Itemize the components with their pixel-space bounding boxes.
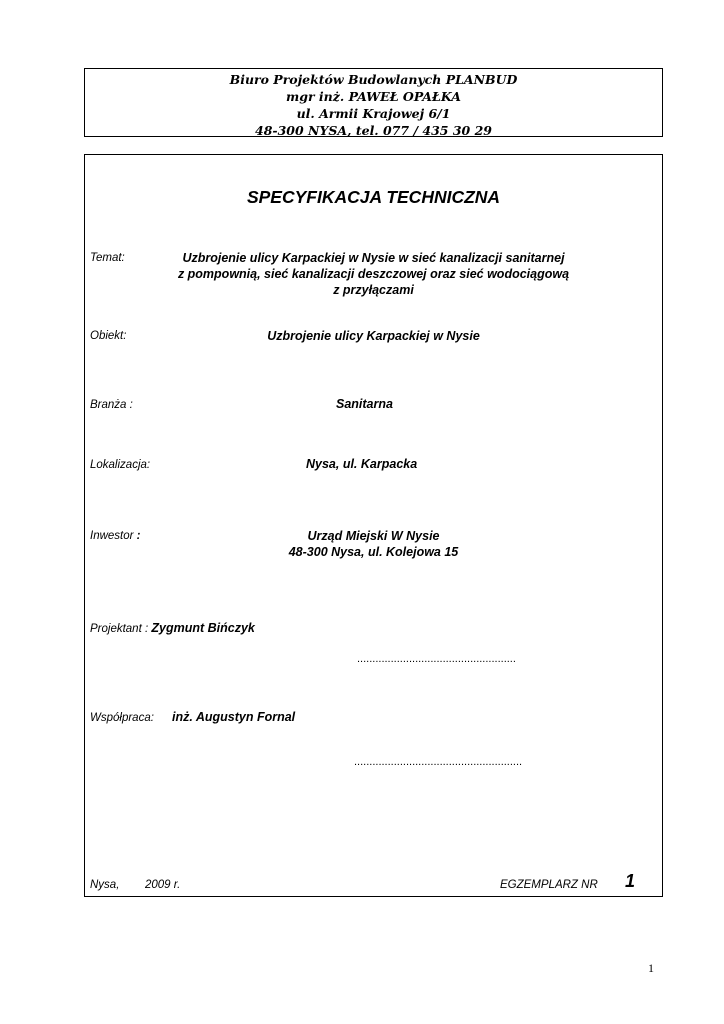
wspolpraca-name: inż. Augustyn Fornal [172, 710, 296, 724]
page-number: 1 [648, 961, 654, 975]
lokalizacja-label: Lokalizacja: [90, 459, 151, 471]
inwestor-name: Urząd Miejski W Nysie [307, 529, 440, 543]
projektant-name: Zygmunt Bińczyk [151, 621, 255, 635]
company-header [84, 68, 663, 137]
inwestor-value [85, 528, 662, 560]
projektant-row [90, 619, 255, 637]
inwestor-address: 48-300 Nysa, ul. Kolejowa 15 [288, 545, 459, 559]
company-street: ul. Armii Krajowej 6/1 [296, 106, 451, 121]
temat-line-2: z pompownią, sieć kanalizacji deszczowej oraz sieć wodociągową [177, 267, 570, 281]
company-owner: mgr inż. PAWEŁ OPAŁKA [286, 89, 461, 104]
branza-label: Branża : [90, 399, 133, 411]
company-name: Biuro Projektów Budowlanych PLANBUD [229, 72, 518, 87]
inwestor-label-text: Inwestor [90, 530, 137, 542]
temat-value [85, 250, 662, 298]
title-page-frame [84, 154, 663, 897]
footer-city: Nysa, [90, 879, 120, 891]
wspolpraca-label: Współpraca: [90, 712, 154, 724]
branza-value: Sanitarna [336, 397, 393, 411]
obiekt-label: Obiekt: [90, 330, 127, 342]
temat-line-3: z przyłączami [333, 283, 414, 297]
temat-label: Temat: [90, 252, 125, 264]
copy-label: EGZEMPLARZ NR [500, 879, 598, 891]
projektant-label: Projektant : [90, 623, 152, 635]
inwestor-label-colon: : [136, 530, 141, 542]
projektant-signature-line: .................................................... [357, 653, 516, 665]
temat-line-1: Uzbrojenie ulicy Karpackiej w Nysie w sieć kanalizacji sanitarnej [182, 251, 565, 265]
footer-year: 2009 r. [145, 879, 181, 891]
wspolpraca-signature-line: ....................................................... [354, 756, 523, 768]
copy-number: 1 [625, 871, 636, 891]
lokalizacja-value: Nysa, ul. Karpacka [306, 457, 418, 471]
document-title: SPECYFIKACJA TECHNICZNA [246, 187, 501, 207]
company-city-phone: 48-300 NYSA, tel. 077 / 435 30 29 [255, 123, 492, 138]
obiekt-value: Uzbrojenie ulicy Karpackiej w Nysie [267, 329, 480, 343]
